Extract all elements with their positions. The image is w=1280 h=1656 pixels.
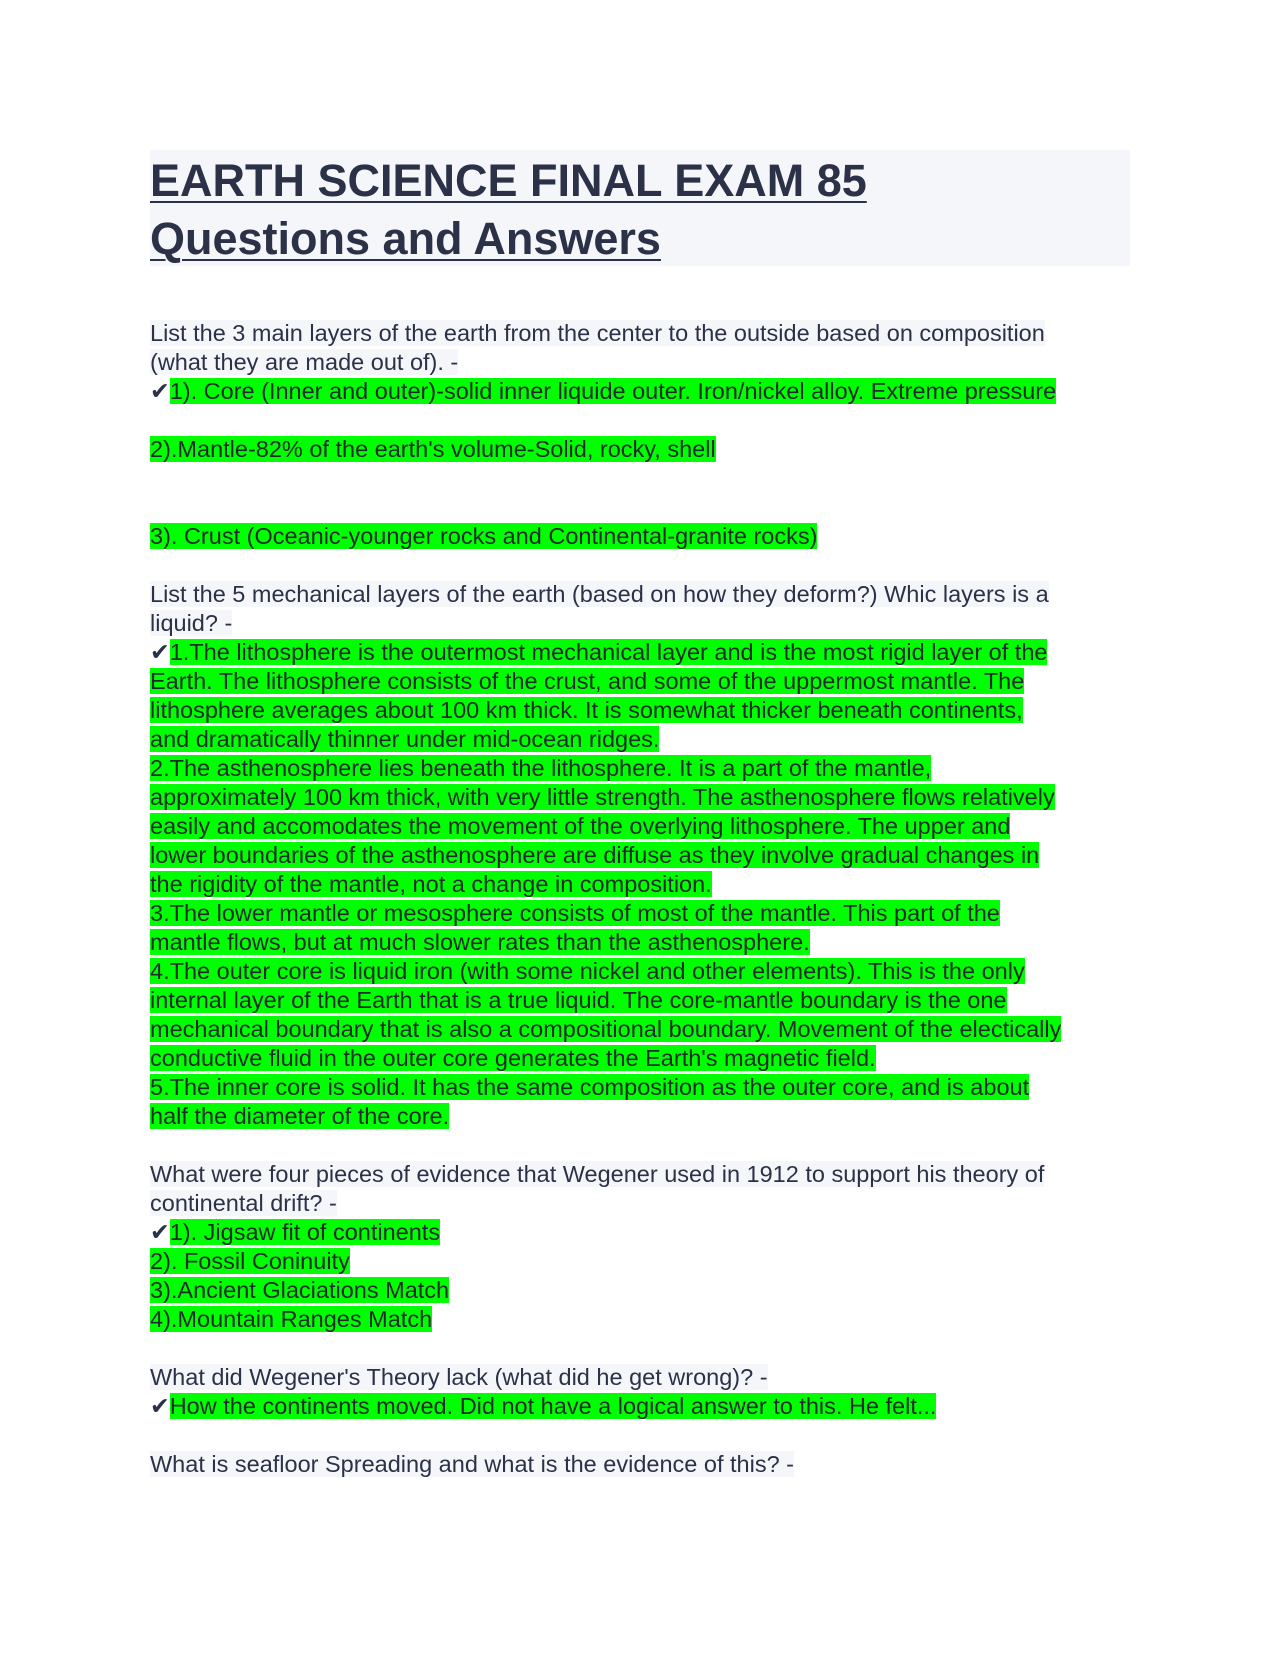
question-text: liquid? - [150, 610, 233, 636]
answer-line: mechanical boundary that is also a compositional boundary. Movement of the electically [150, 1016, 1062, 1042]
answer-line: Earth. The lithosphere consists of the crust, and some of the uppermost mantle. The [150, 668, 1025, 694]
answer-line: lithosphere averages about 100 km thick. It is somewhat thicker beneath continents, [150, 697, 1023, 723]
question-text: List the 3 main layers of the earth from the center to the outside based on composition [150, 320, 1045, 346]
title-line-2: Questions and Answers [150, 213, 661, 264]
question-text: continental drift? - [150, 1190, 337, 1216]
title-line-1: EARTH SCIENCE FINAL EXAM 85 [150, 155, 867, 206]
answer-text: How the continents moved. Did not have a logical answer to this. He felt... [169, 1393, 937, 1419]
answer-line: 2). Fossil Coninuity [150, 1248, 350, 1274]
qa-item-3 [150, 1160, 1130, 1334]
question-text: List the 5 mechanical layers of the earth (based on how they deform?) Whic layers is a [150, 581, 1049, 607]
qa-item-4 [150, 1363, 1130, 1421]
answer-line: the rigidity of the mantle, not a change in composition. [150, 871, 712, 897]
answer-line: 3).Ancient Glaciations Match [150, 1277, 450, 1303]
check-icon: ✔ [150, 378, 170, 404]
answer-line: 4.The outer core is liquid iron (with some nickel and other elements). This is the only [150, 958, 1025, 984]
question-text: What did Wegener's Theory lack (what did he get wrong)? - [150, 1364, 768, 1390]
qa-item-1 [150, 319, 1130, 551]
title-block [150, 150, 1130, 266]
check-icon: ✔ [150, 1393, 170, 1419]
qa-item-5 [150, 1450, 1130, 1479]
document-title [150, 150, 1130, 268]
answer-line: internal layer of the Earth that is a true liquid. The core-mantle boundary is the one [150, 987, 1007, 1013]
document-page [150, 150, 1130, 1479]
answer-line: 4).Mountain Ranges Match [150, 1306, 433, 1332]
answer-line: mantle flows, but at much slower rates than the asthenosphere. [150, 929, 810, 955]
answer-line: half the diameter of the core. [150, 1103, 450, 1129]
answer-line: approximately 100 km thick, with very little strength. The asthenosphere flows relatively [150, 784, 1055, 810]
answer-line: lower boundaries of the asthenosphere are diffuse as they involve gradual changes in [150, 842, 1040, 868]
answer-line: conductive fluid in the outer core generates the Earth's magnetic field. [150, 1045, 876, 1071]
check-icon: ✔ [150, 1219, 170, 1245]
answer-line: 2.The asthenosphere lies beneath the lithosphere. It is a part of the mantle, [150, 755, 932, 781]
answer-line: 1.The lithosphere is the outermost mechanical layer and is the most rigid layer of the [169, 639, 1048, 665]
question-text: What is seafloor Spreading and what is the evidence of this? - [150, 1451, 795, 1477]
check-icon: ✔ [150, 639, 170, 665]
question-text: What were four pieces of evidence that Wegener used in 1912 to support his theory of [150, 1161, 1045, 1187]
answer-line: 1). Jigsaw fit of continents [169, 1219, 441, 1245]
answer-text: 1). Core (Inner and outer)-solid inner liquide outer. Iron/nickel alloy. Extreme pressure [169, 378, 1057, 404]
question-text: (what they are made out of). - [150, 349, 459, 375]
qa-item-2 [150, 580, 1130, 1131]
answer-line: easily and accomodates the movement of the overlying lithosphere. The upper and [150, 813, 1011, 839]
answer-text: 2).Mantle-82% of the earth's volume-Solid, rocky, shell [150, 436, 716, 462]
answer-line: and dramatically thinner under mid-ocean ridges. [150, 726, 660, 752]
answer-line: 5.The inner core is solid. It has the same composition as the outer core, and is about [150, 1074, 1030, 1100]
answer-line: 3.The lower mantle or mesosphere consists of most of the mantle. This part of the [150, 900, 1000, 926]
answer-text: 3). Crust (Oceanic-younger rocks and Continental-granite rocks) [150, 523, 818, 549]
